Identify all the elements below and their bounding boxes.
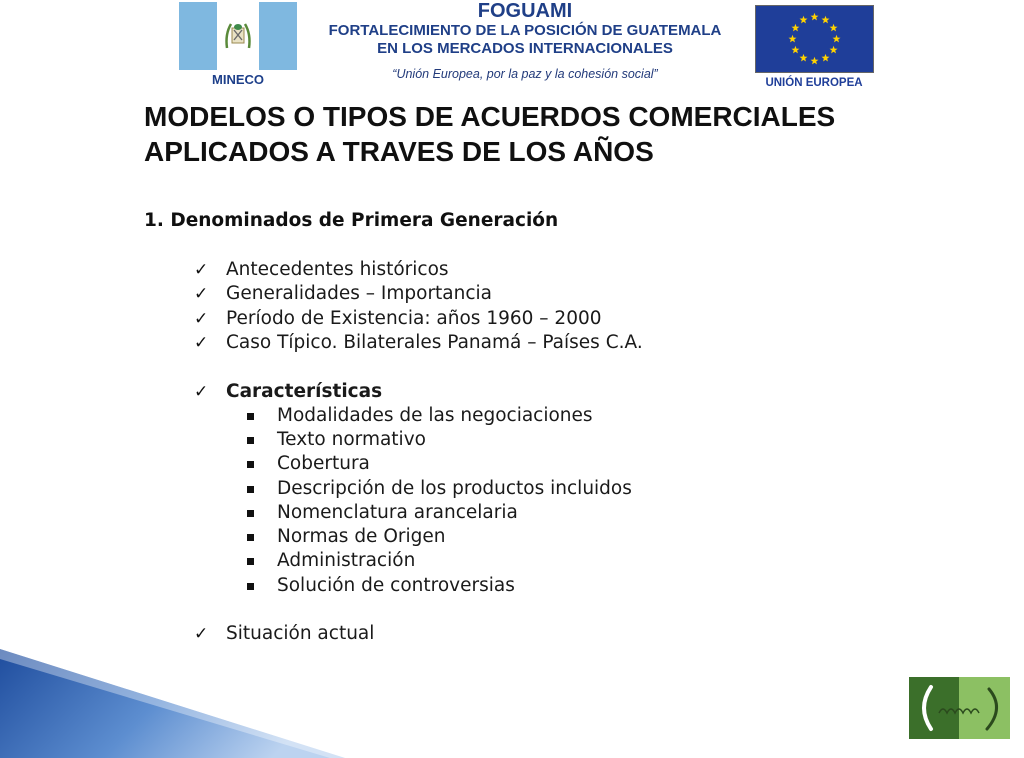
checkmark-icon: ✓ [194, 624, 209, 644]
list-item: Normas de Origen [277, 525, 445, 549]
characteristics-heading: ✓ Características [226, 380, 382, 404]
program-name: FOGUAMI [477, 0, 573, 22]
program-line-1: FORTALECIMIENTO DE LA POSICIÓN DE GUATEMALA [328, 22, 722, 39]
square-bullet-icon [247, 486, 254, 493]
eu-star-icon [811, 13, 819, 21]
mineco-logo [179, 2, 297, 88]
conexion-logo [909, 677, 1010, 739]
eu-star-icon [800, 16, 808, 24]
eu-flag-icon [755, 5, 874, 73]
list-item: ✓ Caso Típico. Bilaterales Panamá – Países C.A. [226, 331, 643, 355]
eu-logo [753, 5, 873, 91]
slide-subtitle: 1. Denominados de Primera Generación [144, 210, 559, 231]
list-item: Descripción de los productos incluidos [277, 477, 632, 501]
slide-title: MODELOS O TIPOS DE ACUERDOS COMERCIALES APLICADOS A TRAVES DE LOS AÑOS [144, 101, 836, 167]
list-item: Texto normativo [277, 428, 426, 452]
eu-star-icon [822, 54, 830, 62]
eu-star-icon [800, 54, 808, 62]
list-item: ✓ Antecedentes históricos [226, 258, 449, 282]
list-item: Modalidades de las negociaciones [277, 404, 593, 428]
eu-star-icon [811, 57, 819, 65]
square-bullet-icon [247, 437, 254, 444]
eu-star-icon [791, 24, 799, 32]
guatemala-flag-icon [179, 2, 297, 70]
mineco-label: MINECO [212, 72, 264, 87]
list-item: ✓ Generalidades – Importancia [226, 282, 492, 306]
square-bullet-icon [247, 413, 254, 420]
program-header [305, 0, 745, 82]
list-item: Cobertura [277, 452, 370, 476]
list-item: ✓ Situación actual [226, 622, 374, 646]
list-item: ✓ Período de Existencia: años 1960 – 2000 [226, 307, 602, 331]
eu-star-icon [789, 35, 797, 43]
eu-star-icon [822, 16, 830, 24]
square-bullet-icon [247, 510, 254, 517]
square-bullet-icon [247, 534, 254, 541]
program-line-2: EN LOS MERCADOS INTERNACIONALES [377, 40, 673, 57]
program-quote: “Unión Europea, por la paz y la cohesión social” [392, 67, 658, 81]
square-bullet-icon [247, 461, 254, 468]
eu-star-icon [830, 24, 838, 32]
list-item: Nomenclatura arancelaria [277, 501, 518, 525]
eu-star-icon [791, 46, 799, 54]
checkmark-icon: ✓ [194, 309, 209, 329]
checkmark-icon: ✓ [194, 333, 209, 353]
list-item: Administración [277, 549, 415, 573]
square-bullet-icon [247, 583, 254, 590]
checkmark-icon: ✓ [194, 382, 209, 402]
checkmark-icon: ✓ [194, 284, 209, 304]
eu-star-icon [833, 35, 841, 43]
checkmark-icon: ✓ [194, 260, 209, 280]
list-item: Solución de controversias [277, 574, 515, 598]
square-bullet-icon [247, 558, 254, 565]
eu-star-icon [830, 46, 838, 54]
eu-label: UNIÓN EUROPEA [765, 77, 863, 89]
guatemala-coat-of-arms-icon [223, 18, 253, 54]
corner-swoosh-graphic [0, 645, 345, 758]
